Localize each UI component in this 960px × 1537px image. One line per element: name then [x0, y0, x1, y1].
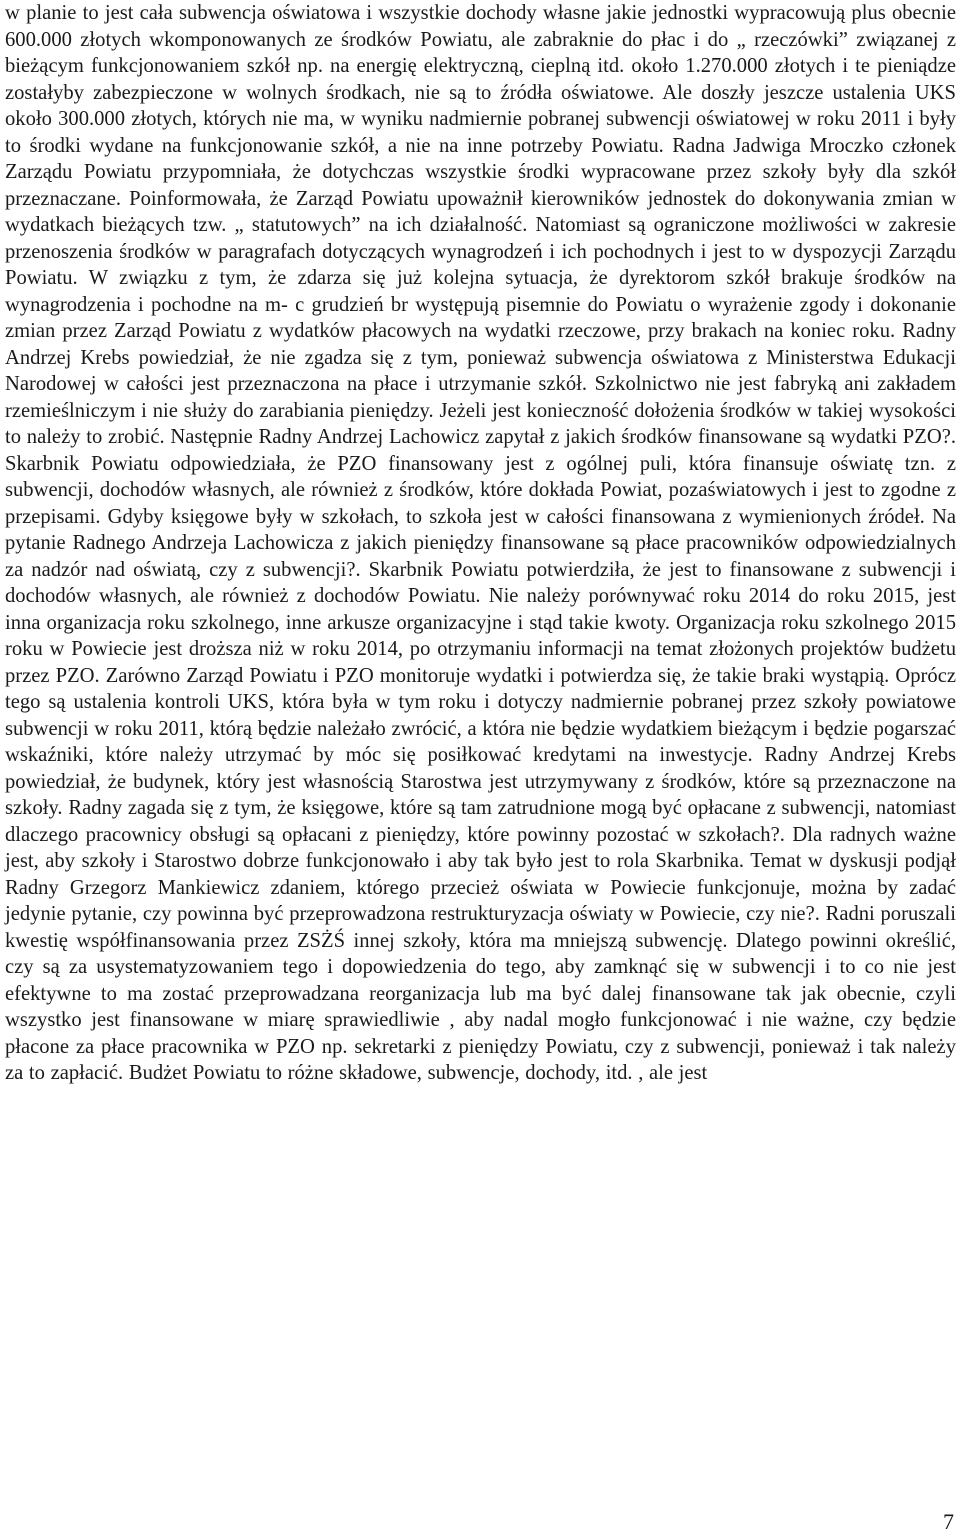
- document-page: [5, 0, 956, 1087]
- page-number: 7: [943, 1509, 954, 1534]
- body-paragraph: w planie to jest cała subwencja oświatowa i wszystkie dochody własne jakie jednostki wypracowują plus obecnie 600.000 złotych wkomponowanych ze środków Powiatu, ale zabraknie do płac i do „ rzeczówki” związanej z bieżącym funkcjonowaniem szkół np. na energię elektryczną, cieplną itd. około 1.270.000 złotych i te pieniądze zostałyby zabezpieczone w wolnych środkach, nie są to źródła oświatowe. Ale doszły jeszcze ustalenia UKS około 300.000 złotych, których nie ma, w wyniku nadmiernie pobranej subwencji oświatowej w roku 2011 i były to środki wydane na funkcjonowanie szkół, a nie na inne potrzeby Powiatu. Radna Jadwiga Mroczko członek Zarządu Powiatu przypomniała, że dotychczas wszystkie środki wypracowane przez szkoły były dla szkół przeznaczane. Poinformowała, że Zarząd Powiatu upoważnił kierowników jednostek do dokonywania zmian w wydatkach bieżących tzw. „ statutowych” na ich działalność. Natomiast są ograniczone możliwości w zakresie przenoszenia środków w paragrafach dotyczących wynagrodzeń i ich pochodnych i jest to w dyspozycji Zarządu Powiatu. W związku z tym, że zdarza się już kolejna sytuacja, że dyrektorom szkół brakuje środków na wynagrodzenia i pochodne na m- c grudzień br występują pisemnie do Powiatu o wyrażenie zgody i dokonanie zmian przez Zarząd Powiatu z wydatków płacowych na wydatki rzeczowe, przy brakach na koniec roku. Radny Andrzej Krebs powiedział, że nie zgadza się z tym, ponieważ subwencja oświatowa z Ministerstwa Edukacji Narodowej w całości jest przeznaczona na płace i utrzymanie szkół. Szkolnictwo nie jest fabryką ani zakładem rzemieślniczym i nie służy do zarabiania pieniędzy. Jeżeli jest konieczność dołożenia środków w takiej wysokości to należy to zrobić. Następnie Radny Andrzej Lachowicz zapytał z jakich środków finansowane są wydatki PZO?. Skarbnik Powiatu odpowiedziała, że PZO finansowany jest z ogólnej puli, która finansuje oświatę tzn. z subwencji, dochodów własnych, ale również z środków, które dokłada Powiat, pozaświatowych i jest to zgodne z przepisami. Gdyby księgowe były w szkołach, to szkoła jest w całości finansowana z wymienionych źródeł. Na pytanie Radnego Andrzeja Lachowicza z jakich pieniędzy finansowane są płace pracowników odpowiedzialnych za nadzór nad oświatą, czy z subwencji?. Skarbnik Powiatu potwierdziła, że jest to finansowane z subwencji i dochodów własnych, ale również z dochodów Powiatu. Nie należy porównywać roku 2014 do roku 2015, jest inna organizacja roku szkolnego, inne arkusze organizacyjne i stąd takie kwoty. Organizacja roku szkolnego 2015 roku w Powiecie jest droższa niż w roku 2014, po otrzymaniu informacji na temat złożonych projektów budżetu przez PZO. Zarówno Zarząd Powiatu i PZO monitoruje wydatki i potwierdza się, że takie braki wystąpią. Oprócz tego są ustalenia kontroli UKS, która była w tym roku i dotyczy nadmiernie pobranej przez szkoły powiatowe subwencji w roku 2011, którą będzie należało zwrócić, a która nie będzie wydatkiem bieżącym i będzie pogarszać wskaźniki, które należy utrzymać by móc się posiłkować kredytami na inwestycje. Radny Andrzej Krebs powiedział, że budynek, który jest własnością Starostwa jest utrzymywany z środków, które są przeznaczone na szkoły. Radny zagada się z tym, że księgowe, które są tam zatrudnione mogą być opłacane z subwencji, natomiast dlaczego pracownicy obsługi są opłacani z pieniędzy, które powinny pozostać w szkołach?. Dla radnych ważne jest, aby szkoły i Starostwo dobrze funkcjonowało i aby tak było jest to rola Skarbnika. Temat w dyskusji podjął Radny Grzegorz Mankiewicz zdaniem, którego przecież oświata w Powiecie funkcjonuje, można by zadać jedynie pytanie, czy powinna być przeprowadzona restrukturyzacja oświaty w Powiecie, czy nie?. Radni poruszali kwestię współfinansowania przez ZSŻŚ innej szkoły, która ma mniejszą subwencję. Dlatego powinni określić, czy są za usystematyzowaniem tego i dopowiedzenia do tego, aby zamknąć się w subwencji i to co nie jest efektywne to ma zostać przeprowadzana reorganizacja lub ma być dalej finansowane tak jak obecnie, czyli wszystko jest finansowane w miarę sprawiedliwie , aby nadal mogło funkcjonować i nie ważne, czy będzie płacone za płace pracownika w PZO np. sekretarki z pieniędzy Powiatu, czy z subwencji, ponieważ i tak należy za to zapłacić. Budżet Powiatu to różne składowe, subwencje, dochody, itd. , ale jest: [5, 2, 956, 1084]
